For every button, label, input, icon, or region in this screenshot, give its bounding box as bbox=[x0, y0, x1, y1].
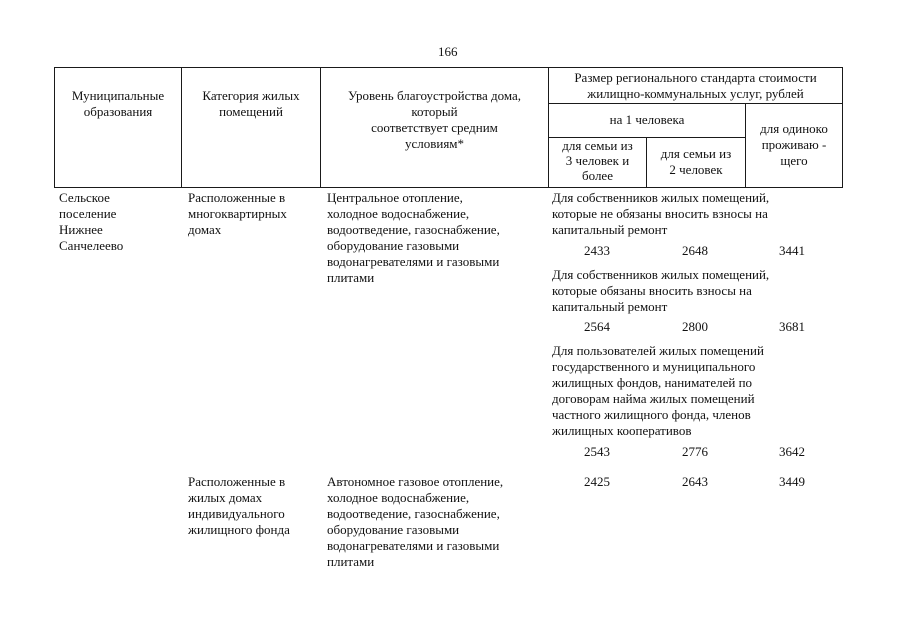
row1-category: Расположенные в многоквартирных домах bbox=[188, 190, 287, 237]
header-amenities: Уровень благоустройства дома, который соответствует средним условиям* bbox=[347, 88, 522, 151]
group3-label: Для пользователей жилых помещений государственного и муниципального жилищных фондов, нанимателей по договорам найма жилых помещений частного жилищного фонда, членов жилищных кооперативов bbox=[552, 343, 764, 438]
table-top-border bbox=[54, 67, 843, 68]
header-standard-size: Размер регионального стандарта стоимости жилищно-коммунальных услуг, рублей bbox=[574, 70, 817, 101]
table-left-border bbox=[54, 67, 55, 188]
row2-value-single: 3449 bbox=[779, 474, 805, 489]
group2-value-family3: 2564 bbox=[584, 319, 610, 334]
row2-value-family3: 2425 bbox=[584, 474, 610, 489]
group3-value-family2: 2776 bbox=[682, 444, 708, 459]
header-municipality: Муниципальные образования bbox=[71, 88, 165, 119]
col-divider-1 bbox=[181, 67, 182, 188]
group1-label: Для собственников жилых помещений, которые не обязаны вносить взносы на капитальный ремонт bbox=[552, 190, 770, 237]
header-category: Категория жилых помещений bbox=[202, 88, 300, 119]
header-family-3: для семьи из 3 человек и более bbox=[562, 138, 633, 183]
table-right-border bbox=[842, 67, 843, 188]
row2-category: Расположенные в жилых домах индивидуального жилищного фонда bbox=[188, 474, 290, 537]
page-number: 166 bbox=[438, 44, 458, 59]
row1-amenities: Центральное отопление, холодное водоснабжение, водоотведение, газоснабжение, оборудование газовыми водонагревателями и газовыми плитами bbox=[327, 190, 500, 285]
group3-value-single: 3642 bbox=[779, 444, 805, 459]
group2-value-family2: 2800 bbox=[682, 319, 708, 334]
group1-value-family3: 2433 bbox=[584, 243, 610, 258]
group1-value-family2: 2648 bbox=[682, 243, 708, 258]
group3-value-family3: 2543 bbox=[584, 444, 610, 459]
header-single: для одиноко проживаю - щего bbox=[760, 121, 828, 168]
municipality-name: Сельское поселение Нижнее Санчелеево bbox=[59, 190, 124, 253]
row2-value-family2: 2643 bbox=[682, 474, 708, 489]
row2-amenities: Автономное газовое отопление, холодное водоснабжение, водоотведение, газоснабжение, оборудование газовыми водонагревателями и газовыми плитами bbox=[327, 474, 504, 569]
group2-value-single: 3681 bbox=[779, 319, 805, 334]
header-divider-1 bbox=[548, 103, 843, 104]
header-family-2: для семьи из 2 человек bbox=[660, 146, 732, 177]
group1-value-single: 3441 bbox=[779, 243, 805, 258]
header-bottom-border bbox=[54, 187, 843, 188]
group2-label: Для собственников жилых помещений, которые обязаны вносить взносы на капитальный ремонт bbox=[552, 267, 770, 314]
header-per-person: на 1 человека bbox=[609, 112, 685, 127]
